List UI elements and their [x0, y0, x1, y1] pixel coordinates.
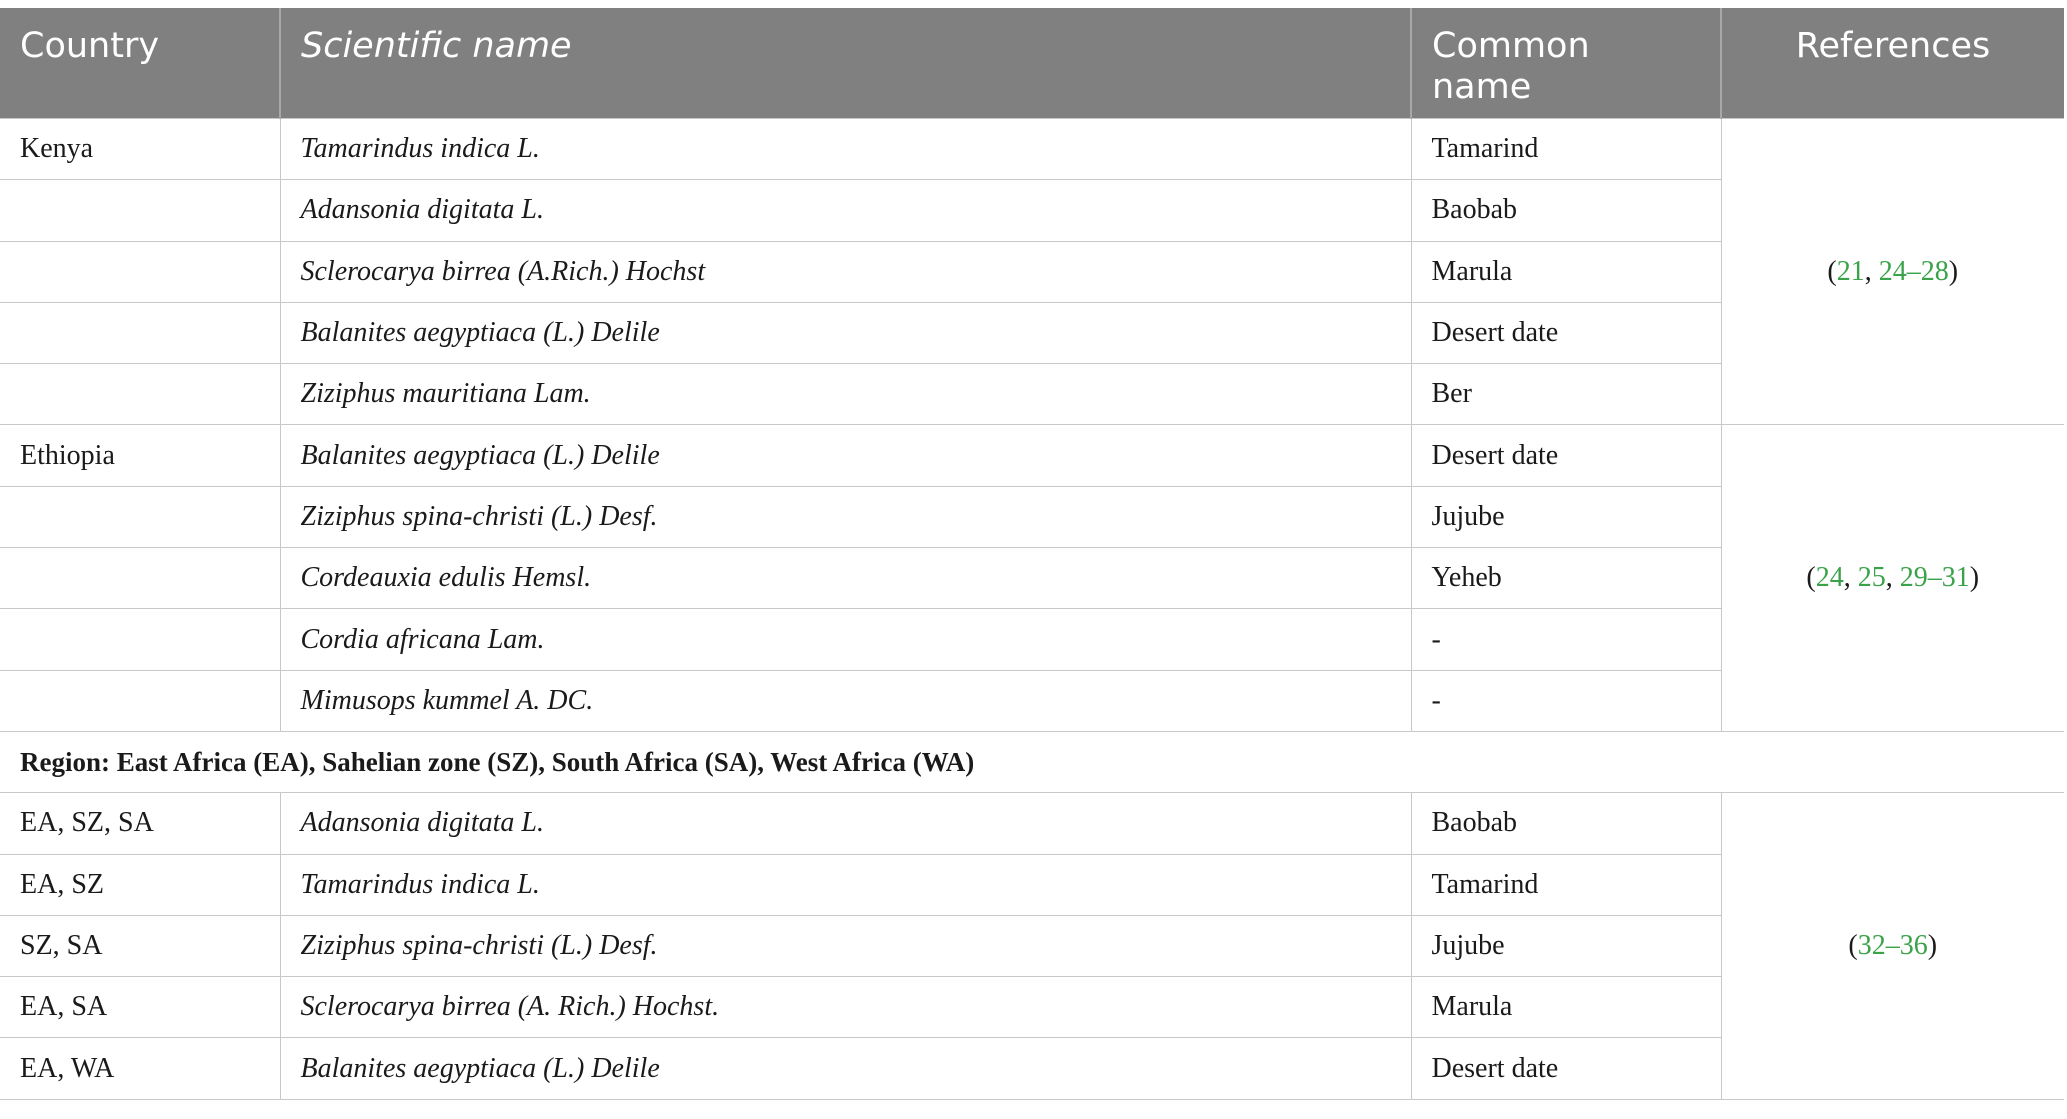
ref-close-paren: ): [1969, 562, 1980, 594]
table-row: [0, 119, 2064, 180]
scientific-name-cell: Tamarindus indica L.: [280, 854, 1411, 915]
ref-open-paren: (: [1827, 255, 1837, 287]
ref-open-paren: (: [1806, 562, 1816, 594]
scientific-name-cell: Cordia africana Lam.: [280, 609, 1411, 670]
country-cell: SZ, SA: [0, 915, 280, 976]
common-name-cell: -: [1411, 670, 1721, 731]
table-row: [0, 425, 2064, 486]
scientific-name-cell: Mimusops kummel A. DC.: [280, 670, 1411, 731]
ref-separator: ,: [1843, 562, 1858, 594]
species-table: [0, 8, 2064, 1100]
region-heading-row: [0, 731, 2064, 792]
reference-link[interactable]: 36: [1899, 930, 1928, 961]
scientific-name-cell: Ziziphus spina-christi (L.) Desf.: [280, 915, 1411, 976]
common-name-cell: -: [1411, 609, 1721, 670]
common-name-cell: Baobab: [1411, 180, 1721, 241]
country-cell: [0, 609, 280, 670]
scientific-name-cell: Balanites aegyptiaca (L.) Delile: [280, 425, 1411, 486]
ref-separator: ,: [1885, 562, 1900, 594]
common-name-cell: Marula: [1411, 977, 1721, 1038]
common-name-cell: Desert date: [1411, 1038, 1721, 1099]
scientific-name-cell: Adansonia digitata L.: [280, 180, 1411, 241]
ref-open-paren: (: [1848, 930, 1858, 961]
country-cell: [0, 241, 280, 302]
ref-close-paren: ): [1948, 255, 1959, 287]
reference-link[interactable]: 31: [1941, 562, 1970, 594]
country-cell: EA, SZ, SA: [0, 793, 280, 854]
scientific-name-cell: Ziziphus mauritiana Lam.: [280, 364, 1411, 425]
country-cell: Ethiopia: [0, 425, 280, 486]
table-body: [0, 119, 2064, 1100]
country-cell: EA, WA: [0, 1038, 280, 1099]
header-common-name: Common name: [1411, 8, 1721, 119]
common-name-cell: Tamarind: [1411, 854, 1721, 915]
scientific-name-cell: Adansonia digitata L.: [280, 793, 1411, 854]
header-scientific-name: Scientific name: [280, 8, 1411, 119]
country-cell: [0, 180, 280, 241]
ref-range-dash: –: [1885, 930, 1900, 961]
scientific-name-cell: Balanites aegyptiaca (L.) Delile: [280, 1038, 1411, 1099]
reference-link[interactable]: 32: [1857, 930, 1886, 961]
country-cell: [0, 364, 280, 425]
scientific-name-cell: Cordeauxia edulis Hemsl.: [280, 548, 1411, 609]
reference-link[interactable]: 29: [1899, 562, 1928, 594]
country-cell: [0, 548, 280, 609]
references-cell: [1721, 425, 2064, 731]
scientific-name-cell: Ziziphus spina-christi (L.) Desf.: [280, 486, 1411, 547]
header-country: Country: [0, 8, 280, 119]
references-cell: [1721, 119, 2064, 425]
scientific-name-cell: Tamarindus indica L.: [280, 119, 1411, 180]
table-header: [0, 8, 2064, 119]
common-name-cell: Desert date: [1411, 425, 1721, 486]
common-name-cell: Jujube: [1411, 486, 1721, 547]
common-name-cell: Baobab: [1411, 793, 1721, 854]
country-cell: EA, SA: [0, 977, 280, 1038]
scientific-name-cell: Balanites aegyptiaca (L.) Delile: [280, 302, 1411, 363]
reference-link[interactable]: 21: [1836, 255, 1865, 287]
common-name-cell: Ber: [1411, 364, 1721, 425]
country-cell: [0, 486, 280, 547]
common-name-cell: Jujube: [1411, 915, 1721, 976]
species-table-container: [0, 8, 2064, 1100]
ref-close-paren: ): [1927, 930, 1938, 961]
reference-link[interactable]: 24: [1815, 562, 1844, 594]
scientific-name-cell: Sclerocarya birrea (A. Rich.) Hochst.: [280, 977, 1411, 1038]
common-name-cell: Tamarind: [1411, 119, 1721, 180]
common-name-cell: Desert date: [1411, 302, 1721, 363]
header-row: [0, 8, 2064, 119]
reference-link[interactable]: 25: [1857, 562, 1886, 594]
scientific-name-cell: Sclerocarya birrea (A.Rich.) Hochst: [280, 241, 1411, 302]
country-cell: [0, 302, 280, 363]
region-heading: Region: East Africa (EA), Sahelian zone (SZ), South Africa (SA), West Africa (WA): [0, 731, 2064, 792]
common-name-cell: Marula: [1411, 241, 1721, 302]
country-cell: EA, SZ: [0, 854, 280, 915]
reference-link[interactable]: 28: [1920, 255, 1949, 287]
ref-separator: ,: [1864, 255, 1879, 287]
country-cell: Kenya: [0, 119, 280, 180]
ref-range-dash: –: [1906, 255, 1921, 287]
ref-range-dash: –: [1927, 562, 1942, 594]
table-row: [0, 793, 2064, 854]
header-references: References: [1721, 8, 2064, 119]
reference-link[interactable]: 24: [1878, 255, 1907, 287]
common-name-cell: Yeheb: [1411, 548, 1721, 609]
country-cell: [0, 670, 280, 731]
references-cell: [1721, 793, 2064, 1099]
